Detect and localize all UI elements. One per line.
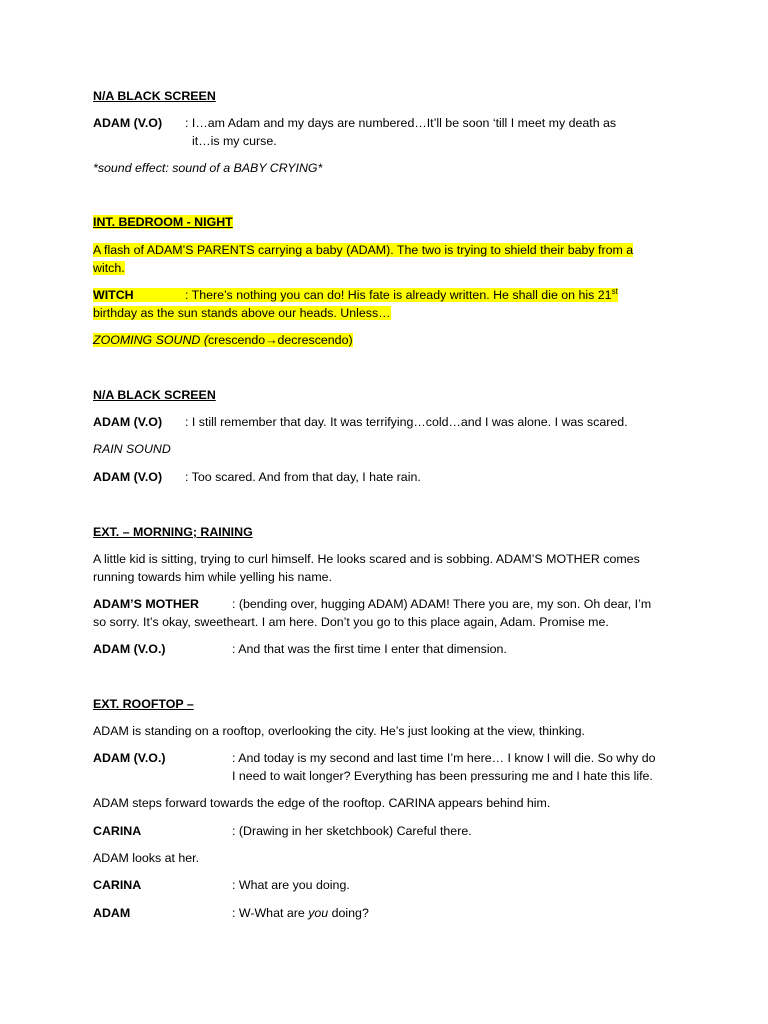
speaker: ADAM (V.O.): [93, 642, 166, 656]
scene-heading: EXT. ROOFTOP –: [93, 697, 194, 711]
dialogue: [93, 750, 656, 766]
ordinal-suffix: st: [611, 287, 618, 296]
dialogue-text: : (Drawing in her sketchbook) Careful there.: [232, 824, 472, 838]
dialogue-continuation: it…is my curse.: [192, 134, 277, 148]
highlighted-heading: INT. BEDROOM - NIGHT: [93, 215, 233, 229]
dialogue-text: : I…am Adam and my days are numbered…It’ll be soon ‘till I meet my death as: [185, 116, 617, 130]
dialogue-text: : And today is my second and last time I’m here… I know I will die. So why do: [232, 751, 656, 765]
speaker: ADAM (V.O.): [93, 751, 166, 765]
dialogue: [93, 823, 472, 839]
speaker: ADAM (V.O): [93, 116, 163, 130]
dialogue-continuation: so sorry. It’s okay, sweetheart. I am here. Don’t you go to this place again, Adam. Promise me.: [93, 615, 609, 629]
sound-direction: RAIN SOUND: [93, 442, 171, 456]
action-line: A little kid is sitting, trying to curl himself. He looks scared and is sobbing. ADAM’S MOTHER comes: [93, 552, 640, 566]
speaker: WITCH: [93, 288, 134, 302]
dialogue: [93, 596, 651, 612]
highlighted-text: witch.: [93, 261, 125, 275]
scene-heading: EXT. – MORNING; RAINING: [93, 525, 253, 539]
sound-text: decrescendo): [277, 333, 353, 347]
scene-heading: N/A BLACK SCREEN: [93, 89, 216, 103]
highlighted-text: birthday as the sun stands above our heads. Unless…: [93, 306, 391, 320]
arrow-icon: →: [265, 333, 278, 347]
dialogue-text: : (bending over, hugging ADAM) ADAM! There you are, my son. Oh dear, I’m: [232, 597, 652, 611]
dialogue: [93, 287, 618, 303]
sound-text: crescendo: [207, 333, 266, 347]
action-line: ADAM steps forward towards the edge of the rooftop. CARINA appears behind him.: [93, 796, 551, 810]
scene-heading: [93, 214, 233, 230]
speaker: ADAM (V.O): [93, 415, 163, 429]
speaker: ADAM: [93, 906, 131, 920]
action-line: running towards him while yelling his name.: [93, 570, 332, 584]
dialogue: [93, 877, 350, 893]
speaker: CARINA: [93, 878, 142, 892]
sound-label: ZOOMING SOUND (: [93, 333, 208, 347]
dialogue-text: : There’s nothing you can do! His fate is already written. He shall die on his 21: [185, 288, 612, 302]
dialogue-text: doing?: [328, 906, 369, 920]
speaker: CARINA: [93, 824, 142, 838]
action-line: ADAM is standing on a rooftop, overlooking the city. He’s just looking at the view, thinking.: [93, 724, 585, 738]
dialogue-text: : What are you doing.: [232, 878, 350, 892]
scene-heading: N/A BLACK SCREEN: [93, 388, 216, 402]
dialogue: [93, 115, 616, 131]
dialogue-continuation: [93, 305, 391, 321]
emphasis-text: you: [308, 906, 329, 920]
action-line: [93, 242, 633, 258]
dialogue: [93, 905, 369, 921]
speaker: ADAM (V.O): [93, 470, 163, 484]
sound-direction: [93, 332, 353, 348]
sound-effect: *sound effect: sound of a BABY CRYING*: [93, 161, 323, 175]
highlighted-text: A flash of ADAM’S PARENTS carrying a baby (ADAM). The two is trying to shield their baby from a: [93, 243, 634, 257]
dialogue: [93, 414, 628, 430]
dialogue-text: : Too scared. And from that day, I hate rain.: [185, 470, 421, 484]
speaker: ADAM’S MOTHER: [93, 597, 200, 611]
dialogue: [93, 641, 507, 657]
dialogue: [93, 469, 421, 485]
action-line: [93, 260, 125, 276]
dialogue-text: : And that was the first time I enter that dimension.: [232, 642, 507, 656]
dialogue-text: : I still remember that day. It was terrifying…cold…and I was alone. I was scared.: [185, 415, 628, 429]
dialogue-text: : W-What are: [232, 906, 309, 920]
action-line: ADAM looks at her.: [93, 851, 200, 865]
dialogue-continuation: I need to wait longer? Everything has been pressuring me and I hate this life.: [232, 769, 653, 783]
